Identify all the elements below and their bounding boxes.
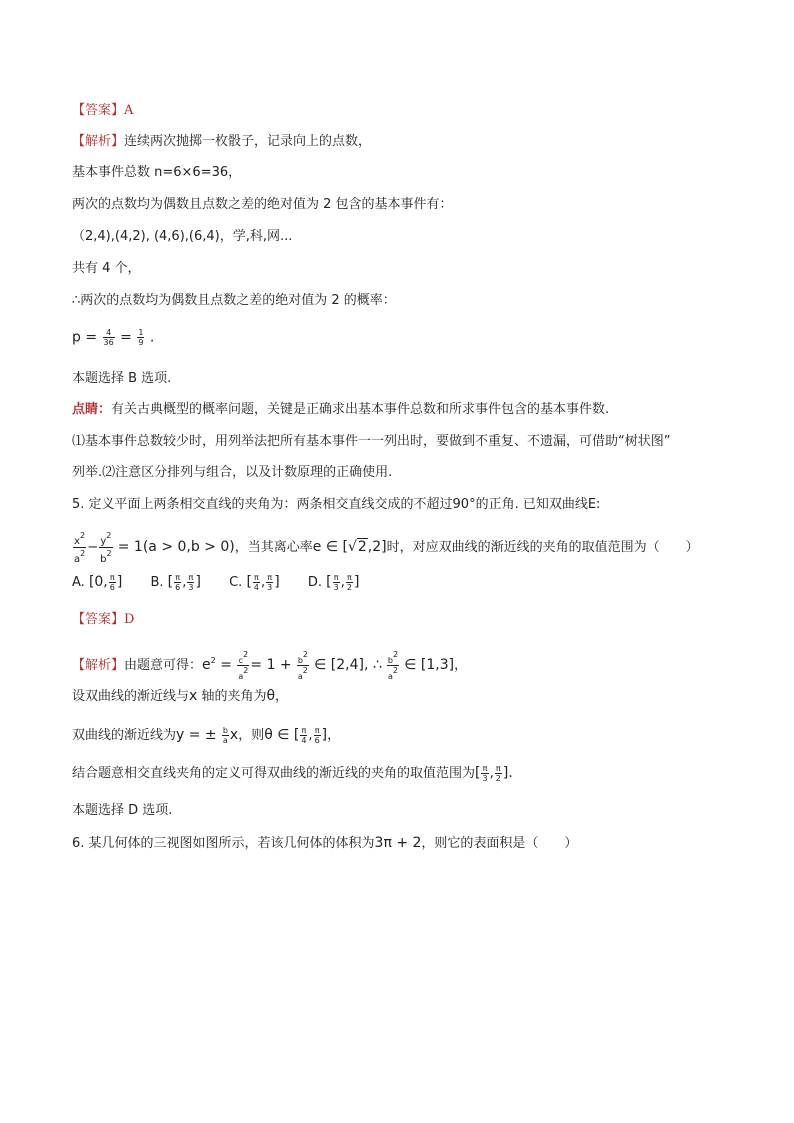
analysis-prev-conclusion: 本题选择 B 选项.	[72, 371, 172, 386]
remark-tag: 点睛：	[72, 402, 112, 417]
question-6-line: 6. 某几何体的三视图如图所示，若该几何体的体积为3π + 2，则它的表面积是（ ）	[72, 835, 578, 851]
option-a[interactable]: A. [0, $\frac{\pi}{6}$ ]	[72, 573, 123, 592]
probability-formula: p = $\frac{4}{36}$ = $\frac{1}{9}$ .	[72, 328, 155, 347]
option-b[interactable]: B. [ $\frac{\pi}{6}$ , $\frac{\pi}{3}$ ]	[150, 573, 201, 592]
analysis-5-tag: 【解析】	[72, 658, 125, 673]
remark-text: 有关古典概型的概率问题，关键是正确求出基本事件总数和所求事件包含的基本事件数.	[111, 402, 610, 417]
analysis-prev-line6: ∴两次的点数均为偶数且点数之差的绝对值为 2 的概率：	[72, 293, 396, 308]
answer-5-value: D	[124, 612, 135, 627]
y2-over-b2: $\frac{y^2}{b^2}$	[100, 531, 112, 565]
option-c[interactable]: C. [ $\frac{\pi}{4}$ , $\frac{\pi}{3}$ ]	[229, 573, 280, 592]
analysis-text: 连续两次抛掷一枚骰子，记录向上的点数，	[124, 134, 372, 149]
analysis-5-line3: 双曲线的渐近线为y = ± $\frac{b}{a}$ x，则θ ∈ [ $\frac{\pi}{4}$ , $\frac{\pi}{6}$ ]，	[72, 726, 341, 745]
question-5-line2: $\frac{x^2}{a^2}$ − $\frac{y^2}{b^2}$ = 1(a > 0,b > 0)，当其离心率e ∈ [√2,2]时，对应双曲线的渐近线的夹角的取值范围为（ ）	[74, 531, 699, 565]
answer-5-line	[72, 611, 134, 629]
question-5-line1: 5. 定义平面上两条相交直线的夹角为：两条相交直线交成的不超过90°的正角. 已知双曲线E:	[72, 497, 601, 512]
x2-over-a2: $\frac{x^2}{a^2}$	[74, 531, 86, 565]
answer-value: A	[124, 103, 134, 118]
answer-tag: 【答案】	[72, 103, 125, 118]
hyperbola-condition: = 1(a > 0,b > 0)	[117, 539, 235, 555]
analysis-tag: 【解析】	[72, 134, 125, 149]
analysis-5-conclusion: 本题选择 D 选项.	[72, 803, 173, 818]
analysis-5-line1: 【解析】由题意可得：$e^2$ = $\frac{c^2}{a^2}$ = 1 + $\frac{b^2}{a^2}$ ∈ [2,4], ∴ $\frac{b^2}{a^2}$ ∈ [1,3]，	[72, 650, 468, 681]
option-d[interactable]: D. [ $\frac{\pi}{3}$ , $\frac{\pi}{2}$ ]	[307, 573, 360, 592]
remark-line1	[72, 401, 609, 419]
analysis-5-line4: 结合题意相交直线夹角的定义可得双曲线的渐近线的夹角的取值范围为[ $\frac{\pi}{3}$ , $\frac{\pi}{2}$ ].	[72, 764, 513, 783]
answer-prev-line	[72, 102, 133, 120]
remark-line3: 列举.⑵注意区分排列与组合，以及计数原理的正确使用.	[72, 465, 393, 480]
analysis-prev-line4: （2,4),(4,2), (4,6),(6,4)，学,科,网...	[72, 229, 293, 244]
analysis-prev-line1	[72, 133, 371, 151]
question-5-options	[72, 573, 359, 592]
analysis-prev-line3: 两次的点数均为偶数且点数之差的绝对值为 2 包含的基本事件有：	[72, 197, 453, 212]
formula-eq: =	[120, 329, 132, 346]
formula-prefix: p =	[72, 329, 98, 346]
analysis-5-line2: 设双曲线的渐近线与x 轴的夹角为θ，	[72, 688, 289, 704]
answer-5-tag: 【答案】	[72, 612, 125, 627]
analysis-prev-line5: 共有 4 个，	[72, 261, 141, 276]
remark-line2: ⑴基本事件总数较少时，用列举法把所有基本事件一一列出时，要做到不重复、不遗漏，可借助“树状图”	[72, 434, 671, 449]
analysis-prev-line2: 基本事件总数 n=6×6=36，	[72, 165, 242, 180]
volume-expression: 3π + 2	[374, 835, 422, 851]
fraction-1-9: $\frac{1}{9}$	[138, 328, 144, 347]
fraction-4-36: $\frac{4}{36}$	[103, 328, 114, 347]
